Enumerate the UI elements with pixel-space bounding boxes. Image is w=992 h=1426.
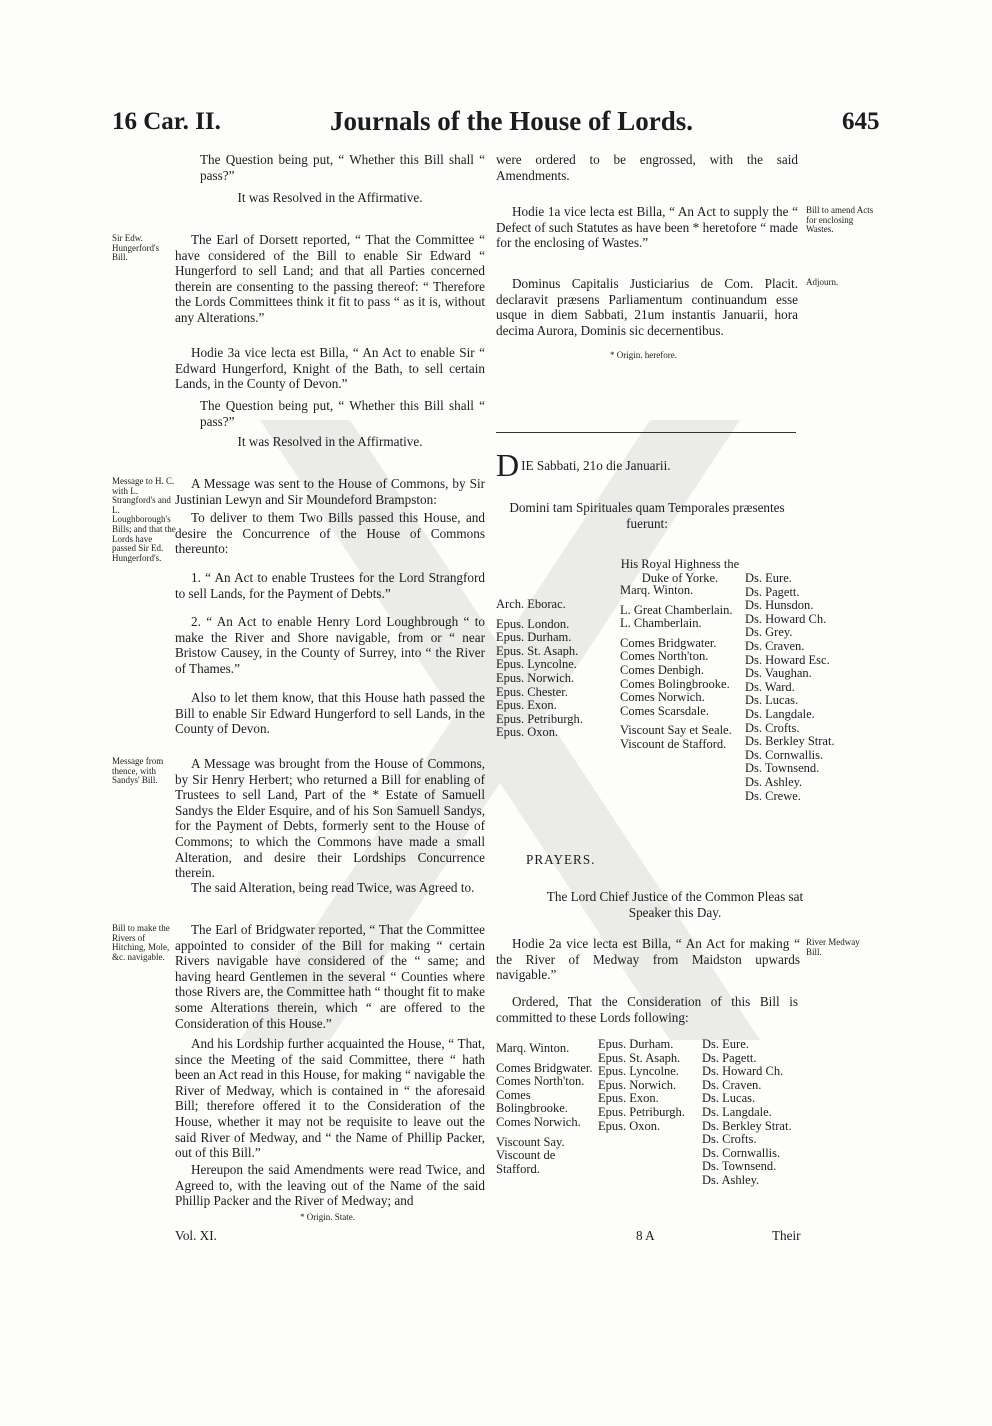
paragraph: 1. “ An Act to enable Trustees for the Lord Strangford to sell Lands, for the Payment of Debts.” [175,570,485,601]
paragraph: A Message was brought from the House of Commons, by Sir Henry Herbert; who returned a Bill for enabling of Trustees to sell Land, Part of the * Estate of Samuell Sandys the Elder Esquire, and of his Son Samuell Sandys, for the Payment of Debts, formerly sent to the House of Commons; to which the Commons have made a small Alteration, and desire their Lordships Concurrence therein. [175,756,485,881]
list-item: Epus. Petriburgh. [598,1104,685,1119]
list-item: Ds. Langdale. [702,1104,772,1119]
footnote: * Origin. herefore. [610,350,677,360]
margin-note: Adjourn. [806,277,839,287]
list-item: Ds. Crofts. [745,720,800,735]
list-item: Ds. Hunsdon. [745,598,814,613]
list-item: Comes North'ton. [496,1074,585,1089]
list-item: Epus. St. Asaph. [496,643,579,658]
paragraph: Ordered, That the Consideration of this Bill is committed to these Lords following: [496,994,798,1025]
list-item: Marq. Winton. [620,583,694,597]
list-item: Ds. Pagett. [745,584,800,599]
list-item: Epus. Durham. [598,1037,674,1051]
attendance-list-spiritual [496,598,606,740]
paragraph: It was Resolved in the Affirmative. [237,190,423,205]
list-item: Epus. Durham. [496,630,572,645]
paragraph: Also to let them know, that this House hath passed the Bill to enable Sir Edward Hungerford to sell Lands, in the County of Devon. [175,690,485,737]
date-line: IE Sabbati, 21o die Januarii. [521,458,671,473]
paragraph: were ordered to be engrossed, with the said Amendments. [496,152,798,183]
paragraph: The said Alteration, being read Twice, was Agreed to. [191,880,475,895]
page-number: 645 [842,108,880,135]
paragraph: The Question being put, “ Whether this Bill shall “ pass?” [200,152,485,183]
margin-note: River Medway Bill. [806,937,860,957]
margin-note: Message from thence, with Sandys' Bill. [112,756,164,786]
list-item: Epus. Oxon. [496,725,559,740]
list-item: Ds. Crewe. [745,788,801,803]
list-item: Ds. Cornwallis. [745,747,824,762]
speaker-note: The Lord Chief Justice of the Common Pleas sat Speaker this Day. [546,889,804,920]
list-item: Epus. Chester. [496,684,568,699]
list-item: Ds. Lucas. [745,693,799,708]
list-item: Ds. Ward. [745,679,795,694]
list-item: Comes Denbigh. [620,662,705,677]
list-item: Ds. Craven. [745,638,805,653]
list-item: Ds. Cornwallis. [702,1145,781,1160]
catchword: Their [772,1228,801,1243]
list-item: Viscount Say. [496,1134,565,1149]
drop-cap: D [496,447,520,483]
paragraph: 2. “ An Act to enable Henry Lord Loughbrough “ to make the River and Shore navigable, from or “ near Bristow Causey, in the County of Surrey, into “ the River of Thames.” [175,614,485,676]
margin-note: Bill to make the Rivers of Hitching, Mole, &c. navigable. [112,923,170,962]
list-item: Ds. Howard Ch. [702,1064,784,1079]
paragraph: Hodie 1a vice lecta est Billa, “ An Act to supply the “ Defect of such Statutes as have been * heretofore “ made for the enclosing of Wastes.” [496,204,798,251]
list-item: Ds. Eure. [702,1037,749,1051]
attendance-list-barons [745,572,845,803]
paragraph: The Earl of Dorsett reported, “ That the Committee “ have considered of the Bill to enable Sir Edward “ Hungerford to sell Land; and that all Parties concerned therein are consenting to the passing thereof: “ Therefore the Lords Committees think it fit to pass “ as it is, without any Alterations.” [175,232,485,325]
list-item: Ds. Townsend. [702,1159,777,1174]
section-heading: PRAYERS. [526,852,596,867]
list-item: Comes Bolingbrooke. [496,1087,568,1116]
list-item: Epus. Lyncolne. [496,657,577,672]
list-item: Ds. Crofts. [702,1132,757,1147]
list-item: Ds. Vaughan. [745,666,812,681]
committee-list-spiritual [598,1038,700,1133]
list-item: Comes Scarsdale. [620,703,709,718]
list-item: Epus. Petriburgh. [496,711,583,726]
list-item: Epus. Oxon. [598,1118,661,1133]
paragraph: It was Resolved in the Affirmative. [237,434,423,449]
list-item: Viscount de Stafford. [496,1148,556,1176]
list-item: Epus. St. Asaph. [598,1050,681,1065]
paragraph: Dominus Capitalis Justiciarius de Com. Placit. declaravit præsens Parliamentum continuandum esse usque in diem Sabbati, 21um instantis Januarii, hora decima Aurora, Dominis sic decernentibus. [496,276,798,338]
list-item: Ds. Lucas. [702,1091,756,1106]
list-item: Ds. Pagett. [702,1050,757,1065]
margin-note: Message to H. C. with L. Strangford's and L. Loughborough's Bills; and that the Lords have passed Sir Ed. Hungerford's. [112,476,176,563]
list-item: Ds. Howard Ch. [745,611,827,626]
paragraph: Hodie 2a vice lecta est Billa, “ An Act for making “ the River of Medway from Maidston upwards navigable.” [496,936,800,983]
paragraph: Hereupon the said Amendments were read Twice, and Agreed to, with the leaving out of the Name of the said Phillip Packer and the River of Medway; and [175,1162,485,1209]
list-item: Marq. Winton. [496,1041,570,1055]
footnote: * Origin. State. [300,1212,355,1222]
list-item: Comes Bridgwater. [620,635,717,650]
list-item: Ds. Ashley. [745,774,803,789]
list-item: Ds. Berkley Strat. [745,734,835,749]
session-date [496,447,798,483]
committee-list-barons [702,1038,812,1188]
margin-note: Sir Edw. Hungerford's Bill. [112,233,160,263]
attendance-heading: Domini tam Spirituales quam Temporales præsentes fuerunt: [509,500,785,531]
list-item: Comes Bridgwater. [496,1060,593,1075]
list-item: Arch. Eborac. [496,597,566,611]
attendance-list-temporal [620,584,748,752]
list-item: Ds. Grey. [745,625,793,640]
list-item: Viscount Say et Seale. [620,723,732,738]
list-item: Ds. Ashley. [702,1172,760,1187]
list-item: Epus. Exon. [496,698,557,713]
running-head-title: Journals of the House of Lords. [330,106,694,136]
list-item: Ds. Howard Esc. [745,652,830,667]
list-item: Ds. Berkley Strat. [702,1118,792,1133]
paragraph: A Message was sent to the House of Commons, by Sir Justinian Lewyn and Sir Moundeford Brampston: [175,476,485,507]
volume-number: Vol. XI. [175,1228,217,1243]
paragraph: The Earl of Bridgwater reported, “ That the Committee appointed to consider of the Bill for making “ certain Rivers navigable have considered of the “ same; and having heard Gentlemen in the several “ Counties where those Rivers are, the Committee hath “ thought fit to make some Alterations therein, which “ are offered to the Consideration of this House.” [175,922,485,1031]
list-item: Epus. Norwich. [496,670,575,685]
list-item: Comes Bolingbrooke. [620,676,730,691]
list-item: Ds. Townsend. [745,761,820,776]
list-item: Epus. Norwich. [598,1077,677,1092]
list-item: L. Chamberlain. [620,616,702,631]
paragraph: The Question being put, “ Whether this Bill shall “ pass?” [200,398,485,429]
list-item: Ds. Craven. [702,1077,762,1092]
list-item: Comes Norwich. [496,1114,581,1129]
running-head-regnal-year: 16 Car. II. [112,108,221,135]
list-item: Epus. London. [496,616,570,631]
section-divider [496,432,796,433]
list-item: Comes Norwich. [620,690,705,705]
list-item: Epus. Exon. [598,1091,659,1106]
list-item: Viscount de Stafford. [620,736,727,751]
signature-mark: 8 A [636,1228,655,1243]
committee-list-temporal [496,1042,596,1176]
list-item: L. Great Chamberlain. [620,602,733,617]
paragraph: To deliver to them Two Bills passed this House, and desire the Concurrence of the House of Commons thereunto: [175,510,485,557]
list-item: Epus. Lyncolne. [598,1064,679,1079]
list-item: Ds. Langdale. [745,706,815,721]
list-item: Ds. Eure. [745,571,792,585]
royal-attendee: His Royal Highness the Duke of Yorke. [620,557,740,585]
margin-note: Bill to amend Acts for enclosing Wastes. [806,205,874,235]
paragraph: And his Lordship further acquainted the House, “ That, since the Meeting of the said Committee, there “ hath been an Act read in this House, for making “ navigable the River of Medway, which is contained in “ the aforesaid Bill; therefore offered it to the Consideration of the House, whether it may not be requisite to leave out the said River of Medway, and “ the Name of Phillip Packer, out of this Bill.” [175,1036,485,1161]
list-item: Comes North'ton. [620,649,709,664]
paragraph: Hodie 3a vice lecta est Billa, “ An Act to enable Sir “ Edward Hungerford, Knight of the Bath, to sell certain Lands, in the County of Devon.” [175,345,485,392]
